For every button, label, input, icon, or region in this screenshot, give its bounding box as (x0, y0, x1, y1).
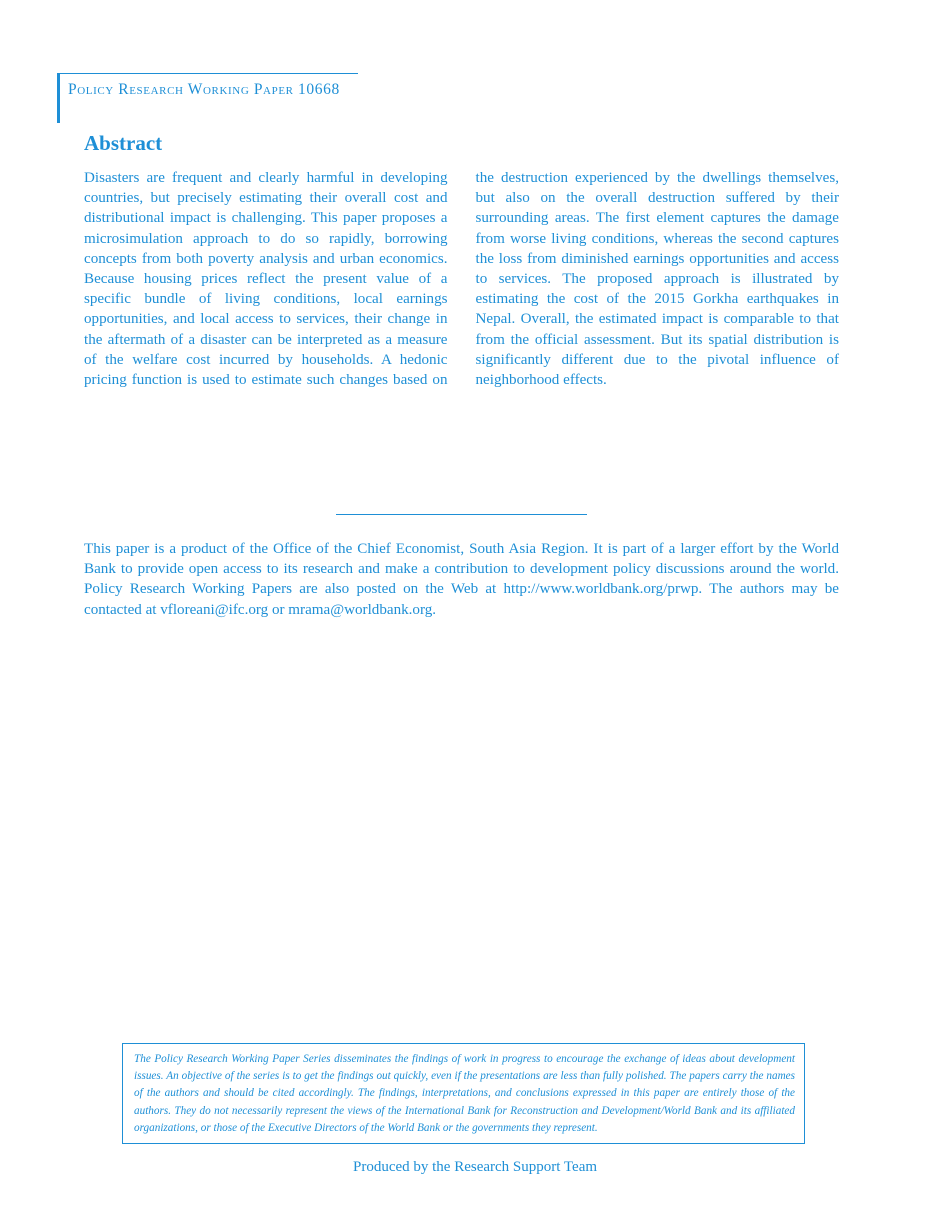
series-header (57, 73, 358, 123)
product-note: This paper is a product of the Office of the Chief Economist, South Asia Region. It is part of a larger effort by the World Bank to provide open access to its research and make a contribution to development policy discussions around the world. Policy Research Working Papers are also posted on the Web at http://www.worldbank.org/prwp. The authors may be contacted at vfloreani@ifc.org or mrama@worldbank.org. (84, 541, 839, 618)
footer-credit: Produced by the Research Support Team (352, 1159, 598, 1175)
abstract-body: Disasters are frequent and clearly harmful in developing countries, but precisely estimating their overall cost and distributional impact is challenging. This paper proposes a microsimulation approach to do so rapidly, borrowing concepts from both poverty analysis and urban economics. Because housing prices reflect the present value of a specific bundle of living conditions, local earnings opportunities, and local access to services, their change in the aftermath of a disaster can be interpreted as a measure of the welfare cost incurred by households. A hedonic pricing function is used to estimate such changes based on the destruction experienced by the dwellings themselves, but also on the overall destruction suffered by their surrounding areas. The first element captures the damage from worse living conditions, whereas the second captures the loss from diminished earnings opportunities and access to services. The proposed approach is illustrated by estimating the cost of the 2015 Gorkha earthquakes in Nepal. Overall, the estimated impact is comparable to that from the official assessment. But its spatial distribution is significantly different due to the pivotal influence of neighborhood effects. (84, 170, 839, 389)
disclaimer-box (122, 1043, 805, 1144)
disclaimer-text: The Policy Research Working Paper Series disseminates the findings of work in progress to encourage the exchange of ideas about development issues. An objective of the series is to get the findings out quickly, even if the presentations are less than fully polished. The papers carry the names of the authors and should be cited accordingly. The findings, interpretations, and conclusions expressed in this paper are entirely those of the authors. They do not necessarily represent the views of the International Bank for Reconstruction and Development/World Bank and its affiliated organizations, or those of the Executive Directors of the World Bank or the governments they represent. (134, 1053, 795, 1134)
header-top-rule (60, 73, 358, 74)
abstract-heading: Abstract (84, 131, 163, 155)
section-divider (336, 514, 587, 515)
series-title: Policy Research Working Paper 10668 (68, 81, 340, 98)
